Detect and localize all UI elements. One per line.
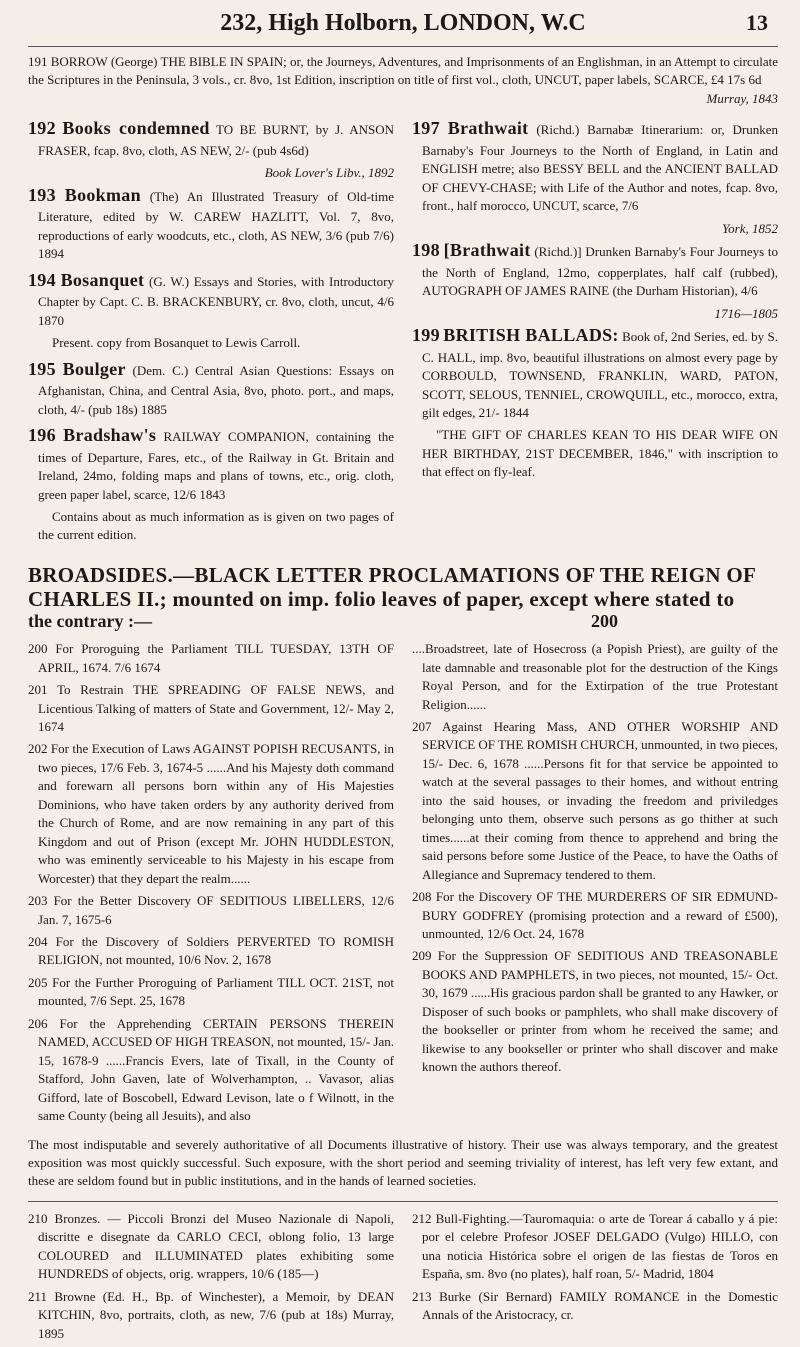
entry-title: BRITISH BALLADS: [443,325,619,346]
catalogue-entry [28,681,394,736]
catalogue-entry [412,323,778,422]
entry-text: 210 Bronzes. — Piccoli Bronzi del Museo Nazionale di Napoli, discritte e disegnate da CARLO CECI, oblong folio, 13 large COLOURED and ILLUMINATED plates exhibiting some HUNDREDS of objects, orig. wrappers, 10/6 (185—) [28,1210,394,1282]
catalogue-entry [412,718,778,884]
entry-note: "THE GIFT OF CHARLES KEAN TO HIS DEAR WIFE ON HER BIRTHDAY, 21ST DECEMBER, 1846," with inscription to that effect on fly-leaf. [422,427,778,480]
catalogue-entry [28,933,394,970]
entry-number: 199 [412,325,440,346]
entry-text: TO BE BURNT, by J. ANSON FRASER, fcap. 8vo, cloth, AS NEW, 2/- (pub 4s6d) [38,122,394,158]
entry-number: 198 [412,240,440,261]
entry-191-text: 191 BORROW (George) THE BIBLE IN SPAIN; or, the Journeys, Adventures, and Imprisonments of an Englishman, in an Attempt to circulate the Scriptures in the Peninsula, 3 vols., cr. 8vo, 1st Edition, inscription on title of first vol., cloth, UNCUT, paper labels, SCARCE, £4 17s 6d [28,54,779,88]
entry-note: Contains about as much information as is given on two pages of the current edition. [38,508,394,543]
entry-text: 202 For the Execution of Laws AGAINST POPISH RECUSANTS, in two pieces, 17/6 Feb. 3, 1674-5 ......And his Majesty doth command and forewarn all persons born within any of His Majesties Dominions, who have taken orders by any authority derived from the Church of Rome, and are now remaining in any part of this Kingdom and out of Prison (except Mr. JOHN HUDDLESTON, who was eminently serviceable to his Majesty in his escape from Worcester) that they depart the realm...... [28,741,394,886]
entry-191-publisher: Murray, 1843 [706,90,778,106]
entry-text: (Richd.)] Drunken Barnaby's Four Journeys to the North of England, 12mo, copperplates, half calf (rubbed), AUTOGRAPH OF JAMES RAINE (the Durham Historian), 4/6 [422,244,779,299]
broadsides-contrary [28,611,778,632]
entry-text: 208 For the Discovery OF THE MURDERERS OF SIR EDMUND-BURY GODFREY (promising protection and a reward of £500), unmounted, 12/6 Oct. 24, 1678 [412,889,778,941]
entry-title: Boulger [62,358,126,379]
entry-number: 192 [28,118,56,139]
contrary-num: 200 [591,611,618,632]
broadsides-note: The most indisputable and severely authoritative of all Documents illustrative of history. Their use was always temporary, and the greatest exposition was most quickly successful. Such exposure, with the short period and seeming triviality of interest, has left very few extant, and these are seldom found but in public institutions, and in the hands of learned societies. [28,1136,778,1189]
entry-title: Bosanquet [60,269,145,290]
header-rule [28,46,778,47]
entry-text: 203 For the Better Discovery OF SEDITIOUS LIBELLERS, 12/6 Jan. 7, 1675-6 [28,893,394,927]
entry-text: 200 For Proroguing the Parliament TILL TUESDAY, 13TH OF APRIL, 1674. 7/6 1674 [28,641,394,675]
entry-text: 205 For the Further Proroguing of Parliament TILL OCT. 21ST, not mounted, 7/6 Sept. 25, 1678 [28,974,394,1009]
bottom-columns [28,1210,778,1347]
section-rule [28,1201,778,1202]
entry-number: 194 [28,269,56,290]
broadsides-heading [28,563,778,611]
entry-title: Bradshaw's [63,425,157,446]
entry-text: 212 Bull-Fighting.—Tauromaquia: o arte de Torear á caballo y á pie: por el celebre Profesor JOSEF DELGADO (Vulgo) HILLO, con una noticia Histórica sobre el origen de las fiestas de Toros en España, sm. 8vo (no plates), half roan, 5/- Madrid, 1804 [412,1210,778,1282]
entry-number: 195 [28,358,56,379]
broadsides-columns [28,640,778,1129]
catalogue-entry [28,116,394,160]
page-header [28,10,778,40]
broadsides-right-column [412,640,778,1129]
catalogue-entry [28,183,394,264]
entry-title: [Brathwait [443,240,531,261]
catalogue-entry [412,116,778,215]
entry-date: 1716—1805 [714,305,778,321]
catalogue-entry [412,947,778,1076]
books-columns [28,116,778,549]
catalogue-entry [412,888,778,943]
entry-number: 197 [412,118,440,139]
catalogue-entry [28,357,394,419]
catalogue-entry [28,892,394,929]
catalogue-entry [28,740,394,888]
entry-text: 204 For the Discovery of Soldiers PERVERTED TO ROMISH RELIGION, not mounted, 10/6 Nov. 2, 1678 [28,933,394,968]
left-column [28,116,394,549]
entry-note: Present. copy from Bosanquet to Lewis Carroll. [52,335,301,351]
entry-title: Books condemned [62,118,210,139]
catalogue-entry [28,423,394,504]
entry-text: Book of, 2nd Series, ed. by S. C. HALL, imp. 8vo, beautiful illustrations on almost every page by CORBOULD, TOWNSEND, FRANKLIN, WARD, PATON, SCOTT, SELOUS, TENNIEL, CROWQUILL, etc., morocco, extra, gilt edges, 21/- 1844 [422,329,778,420]
contrary-text: the contrary :— [28,611,152,632]
broadsides-heading-text: BROADSIDES.—BLACK LETTER PROCLAMATIONS OF THE REIGN OF CHARLES II.; mounted on imp. folio leaves of paper, except where stated to [28,562,756,612]
entry-date: York, 1852 [722,220,778,236]
entry-text: (G. W.) Essays and Stories, with Introductory Chapter by Capt. C. B. BRACKENBURY, cr. 8vo, cloth, uncut, 4/6 1870 [38,273,394,328]
broadsides-left-column [28,640,394,1129]
bottom-right-column [412,1210,778,1347]
bottom-left-column [28,1210,394,1347]
catalogue-entry [412,1288,778,1325]
entry-title: Brathwait [447,118,529,139]
catalogue-entry [28,640,394,677]
right-column [412,116,778,549]
entry-text: (Richd.) Barnabæ Itinerarium: or, Drunken Barnaby's Four Journeys to the North of England, in Latin and ENGLISH metre; also BESSY BELL and the ANCIENT BALLAD OF CHEVY-CHASE; with Life of the Author and notes, fcap. 8vo, front., half morocco, UNCUT, scarce, 7/6 [422,122,779,214]
catalogue-entry [28,1210,394,1284]
entry-text: 209 For the Suppression OF SEDITIOUS AND TREASONABLE BOOKS AND PAMPHLETS, in two pieces, not mounted, 15/- Oct. 30, 1679 ......His gracious pardon shall be granted to any Hawker, or Disposer of such books or pamphlets, who shall make discovery of the bookseller or printer from whom he received the same; and likewise to any bookseller or printer who shall discover and make known the authors thereof. [412,948,778,1075]
entry-text: 207 Against Hearing Mass, AND OTHER WORSHIP AND SERVICE OF THE ROMISH CHURCH, unmounted, in two pieces, 15/- Dec. 6, 1678 ......Persons fit for that service be appointed to watch at the several passages to their homes, and without entring into the said houses, or invading the freedom and priviledges belonging unto them, observe such persons as go thither at such times......at their coming from thence to apprehend and bring the said persons before some Justice of the Peace, to have the Oaths of Allegiance and Supremacy tendered to them. [412,718,778,882]
entry-text: RAILWAY COMPANION, containing the times of Departure, Fares, etc., of the Railway in Gt. Britain and Ireland, 24mo, folding maps and plans of towns, etc., orig. cloth, green paper label, scarce, 12/6 1843 [38,429,395,502]
header-title: 232, High Holborn, LONDON, W.C [220,10,586,36]
page-number: 13 [746,10,768,35]
catalogue-entry [412,1210,778,1284]
entry-title: Bookman [64,184,141,205]
entry-number: 193 [28,184,56,205]
entry-date: Book Lover's Libv., 1892 [264,165,394,181]
entry-191 [28,53,778,90]
catalogue-entry [28,268,394,330]
catalogue-entry [28,1015,394,1126]
catalogue-entry [412,238,778,300]
entry-text: 206 For the Apprehending CERTAIN PERSONS THEREIN NAMED, ACCUSED OF HIGH TREASON, not mounted, 15/- Jan. 15, 1678-9 ......Francis Evers, late of Tixall, in the County of Stafford, John Gaven, late of Wolverhampton, .. Vavasor, alias Gifford, late of Boscobell, Edward Levison, late o f Wilnott, in the same County (being all Jesuits), and also [28,1015,394,1124]
catalogue-entry [412,640,778,714]
entry-text: ....Broadstreet, late of Hosecross (a Popish Priest), are guilty of the late damnable and treasonable plot for the destruction of the Kings Royal Person, and for the Extirpation of the true Protestant Religion...... [412,641,778,712]
entry-text: 213 Burke (Sir Bernard) FAMILY ROMANCE in the Domestic Annals of the Aristocracy, cr. [412,1288,778,1323]
catalogue-entry [28,974,394,1011]
entry-text: (Dem. C.) Central Asian Questions: Essays on Afghanistan, China, and Central Asia, 8vo, photo. port., and maps, cloth, 4/- (pub 18s) 1885 [38,362,394,417]
catalogue-entry [28,1288,394,1343]
entry-number: 196 [28,425,56,446]
entry-text: 211 Browne (Ed. H., Bp. of Winchester), a Memoir, by DEAN KITCHIN, 8vo, portraits, cloth, as new, 7/6 (pub at 18s) Murray, 1895 [28,1288,394,1341]
entry-text: 201 To Restrain THE SPREADING OF FALSE NEWS, and Licentious Talking of matters of State and Government, 12/- May 2, 1674 [28,682,394,734]
entry-text: (The) An Illustrated Treasury of Old-time Literature, edited by W. CAREW HAZLITT, Vol. 7, 8vo, reproductions of early woodcuts, etc., cloth, AS NEW, 3/6 (pub 7/6) 1894 [38,188,395,262]
